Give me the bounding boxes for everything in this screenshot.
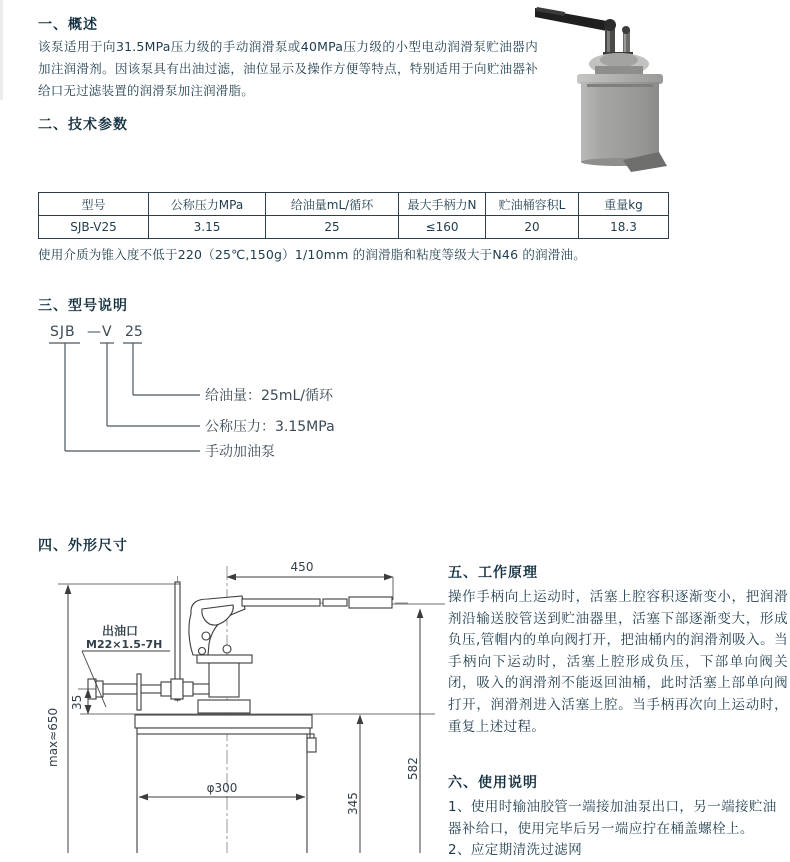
col-header-barrel-volume: 贮油桶容积L bbox=[486, 193, 579, 216]
table-data-row bbox=[39, 216, 669, 239]
cell-oil-per-cycle: 25 bbox=[266, 216, 399, 239]
model-designation-diagram bbox=[40, 322, 380, 472]
cell-model: SJB-V25 bbox=[39, 216, 149, 239]
media-note: 使用介质为锥入度不低于220（25℃,150g）1/10mm 的润滑脂和粘度等级大于N46 的润滑油。 bbox=[38, 247, 586, 262]
photo-barrel bbox=[577, 74, 667, 172]
model-code-25: 25 bbox=[125, 324, 143, 340]
col-header-handle-force: 最大手柄力N bbox=[399, 193, 486, 216]
usage-item-1: 1、使用时输油胶管一端接加油泵出口，另一端接贮油器补给口，使用完毕后另一端应拧在桶盖螺栓上。 bbox=[448, 799, 777, 837]
model-diagram-lines bbox=[49, 343, 200, 451]
principle-section bbox=[448, 562, 788, 738]
model-label-pressure: 公称压力：3.15MPa bbox=[205, 419, 335, 435]
tech-params-heading: 二、技术参数 bbox=[38, 117, 128, 133]
dim-35-label: 35 bbox=[70, 694, 84, 710]
outlet-label-line1: 出油口 bbox=[102, 624, 139, 638]
col-header-model: 型号 bbox=[39, 193, 149, 216]
model-label-oil: 给油量：25mL/循环 bbox=[205, 388, 333, 404]
overview-paragraph: 该泵适用于向31.5MPa压力级的手动润滑泵或40MPa压力级的小型电动润滑泵贮油器内加注润滑剂。因该泵具有出油过滤，油位显示及操作方便等特点，特别适用于向贮油器补给口无过滤装置的润滑泵加注润滑脂。 bbox=[38, 39, 538, 98]
dim-max650-label: max≈650 bbox=[46, 707, 60, 767]
dim-345-label: 345 bbox=[346, 792, 360, 815]
col-header-oil-per-cycle: 给油量mL/循环 bbox=[266, 193, 399, 216]
model-code-v: V bbox=[102, 324, 112, 340]
outlet-label-line2: M22×1.5-7H bbox=[86, 638, 163, 651]
model-heading: 三、型号说明 bbox=[38, 298, 128, 314]
principle-paragraph: 操作手柄向上运动时，活塞上腔容积逐渐变小，把润滑剂沿输送胶管送到贮油器里，活塞下部逐渐变大，形成负压,管帽内的单向阀打开，把油桶内的润滑剂吸入。当手柄向下运动时，活塞上腔形成负压，下部单向阀关闭，吸入的润滑剂不能返回油桶，此时活塞上部单向阀打开，润滑剂进入活塞上腔。当手柄再次向上运动时，重复上述过程。 bbox=[448, 589, 788, 735]
principle-heading: 五、工作原理 bbox=[448, 565, 538, 581]
overview-heading: 一、概述 bbox=[38, 17, 98, 33]
model-label-pump: 手动加油泵 bbox=[205, 444, 275, 460]
dim-phi300-label: φ300 bbox=[206, 781, 238, 795]
usage-section bbox=[448, 772, 790, 862]
page-edge-artifact bbox=[0, 0, 3, 100]
grease-pump-photo-illustration bbox=[535, 0, 735, 175]
product-photo bbox=[535, 0, 735, 179]
model-code-sjb: SJB bbox=[50, 324, 76, 340]
col-header-pressure: 公称压力MPa bbox=[149, 193, 266, 216]
cell-barrel-volume: 20 bbox=[486, 216, 579, 239]
dim-582-label: 582 bbox=[406, 757, 420, 780]
dim-450-label: 450 bbox=[290, 560, 314, 574]
outline-dimensions-drawing bbox=[30, 552, 450, 853]
tech-params-table bbox=[38, 192, 669, 239]
usage-item-2: 2、应定期清洗过滤网 bbox=[448, 842, 583, 858]
dimensions-heading: 四、外形尺寸 bbox=[38, 538, 128, 554]
photo-handle bbox=[535, 7, 614, 32]
cell-weight: 18.3 bbox=[579, 216, 669, 239]
cell-handle-force: ≤160 bbox=[399, 216, 486, 239]
col-header-weight: 重量kg bbox=[579, 193, 669, 216]
model-code-dash: — bbox=[87, 324, 101, 340]
table-header-row bbox=[39, 193, 669, 216]
usage-heading: 六、使用说明 bbox=[448, 775, 538, 791]
cell-pressure: 3.15 bbox=[149, 216, 266, 239]
